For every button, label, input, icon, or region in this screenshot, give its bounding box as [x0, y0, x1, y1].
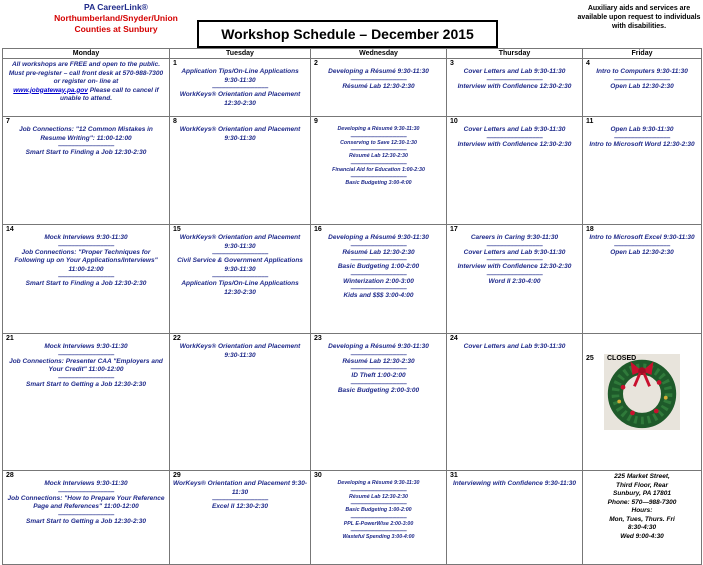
day-cell-inner	[311, 225, 446, 333]
day-cell	[583, 117, 702, 225]
day-cell	[583, 225, 702, 334]
workshop-event[interactable]: Basic Budgeting 1:00-2:00	[337, 263, 420, 270]
event-list	[170, 225, 310, 297]
day-number: 22	[173, 335, 181, 342]
day-number: 23	[314, 335, 322, 342]
aux-note: Auxiliary aids and services are available upon request to individuals with disabilities.	[577, 5, 701, 30]
day-number: 15	[173, 226, 181, 233]
workshop-event[interactable]: Kids and $$$ 3:00-4:00	[343, 292, 414, 299]
address-line: 8:30-4:30	[627, 524, 657, 531]
day-cell-inner	[170, 225, 310, 333]
registration-text: All workshops are FREE and open to the public. Must pre-register – call front desk at 570-988-7300	[8, 61, 164, 77]
address-line: Mon, Tues, Thurs. Fri	[609, 515, 675, 523]
event-list	[583, 117, 701, 149]
day-cell-inner	[311, 471, 446, 564]
day-number: 21	[6, 335, 14, 342]
event-separator: ------------------------------------------------	[614, 76, 670, 83]
address-line: Third Floor, Rear	[615, 481, 668, 489]
event-list	[170, 117, 310, 143]
address-line: Wed 9:00-4:30	[620, 532, 664, 540]
workshop-event[interactable]: Résumé Lab 12:30-2:30	[349, 153, 408, 159]
day-number: 2	[314, 60, 318, 67]
event-separator: ------------------------------------------------	[212, 85, 268, 91]
workshop-event[interactable]: Open Lab 9:30-11:30	[610, 126, 674, 133]
event-separator: ------------------------------------------------	[212, 274, 268, 280]
org-header	[36, 2, 196, 35]
event-list	[170, 59, 310, 108]
day-number: 10	[450, 118, 458, 125]
workshop-event[interactable]: Interviewing with Confidence 9:30-11:30	[452, 480, 577, 487]
day-cell	[170, 471, 311, 565]
event-separator: ------------------------------------------------	[350, 76, 407, 83]
day-cell-inner	[170, 117, 310, 224]
event-separator: ------------------------------------------------	[350, 286, 407, 292]
workshop-event[interactable]: Résumé Lab 12:30-2:30	[342, 357, 415, 365]
day-header-monday: Monday	[3, 49, 170, 59]
day-cell-inner	[3, 225, 169, 333]
jobgateway-link[interactable]: www.jobgateway.pa.gov	[13, 86, 88, 94]
day-number: 4	[586, 60, 590, 67]
day-header-tuesday: Tuesday	[170, 49, 311, 59]
event-list	[3, 334, 169, 389]
workshop-event[interactable]: Job Connections: "Proper Techniques for Following up on Your Applications/Interviews" 11:00-12:00	[14, 248, 158, 273]
workshop-event[interactable]: Basic Budgeting 1:00-2:00	[345, 507, 412, 513]
office-address	[583, 471, 701, 541]
event-separator: ------------------------------------------------	[350, 528, 407, 534]
event-list	[447, 59, 582, 91]
day-cell	[170, 59, 311, 117]
event-list	[311, 225, 446, 301]
workshop-event[interactable]: Cover Letters and Lab 9:30-11:30	[463, 248, 566, 256]
day-number: 8	[173, 118, 177, 125]
event-separator: ------------------------------------------------	[350, 133, 407, 140]
day-cell-inner	[3, 471, 169, 564]
week-row	[3, 117, 702, 225]
day-cell-inner	[170, 471, 310, 564]
workshop-event[interactable]: Mock Interviews 9:30-11:30	[44, 343, 128, 350]
day-cell-inner	[447, 334, 582, 450]
event-separator: ------------------------------------------------	[58, 374, 114, 381]
workshop-event[interactable]: Developing a Résumé 9:30-11:30	[328, 234, 429, 241]
day-cell	[3, 334, 170, 471]
calendar-table	[2, 48, 702, 565]
event-list	[447, 117, 582, 149]
event-separator: ------------------------------------------------	[58, 488, 114, 495]
day-cell	[447, 59, 583, 117]
workshop-event[interactable]: WorKeys® Orientation and Placement 9:30-11:30	[173, 480, 307, 496]
registration-link-line	[5, 87, 167, 104]
event-separator: ------------------------------------------------	[486, 134, 543, 141]
workshop-event[interactable]: Smart Start to Finding a Job 12:30-2:30	[25, 149, 147, 156]
event-list	[311, 334, 446, 395]
event-separator: ------------------------------------------------	[350, 351, 407, 358]
workshop-event[interactable]: Interview with Confidence 12:30-2:30	[457, 82, 572, 90]
day-cell-inner	[311, 334, 446, 450]
day-number: 16	[314, 226, 322, 233]
day-number: 18	[586, 226, 594, 233]
day-cell-inner	[170, 334, 310, 450]
event-separator: ------------------------------------------------	[58, 511, 114, 518]
workshop-event[interactable]: WorkKeys® Orientation and Placement 12:30-2:30	[179, 91, 301, 107]
workshop-event[interactable]: Conserving to Save 12:30-1:30	[340, 139, 417, 146]
day-cell	[311, 334, 447, 471]
day-cell-inner	[583, 59, 701, 116]
event-separator: ------------------------------------------------	[350, 380, 407, 387]
workshop-event[interactable]: Cover Letters and Lab 9:30-11:30	[463, 68, 566, 75]
workshop-event[interactable]: Developing a Résumé 9:30-11:30	[328, 68, 429, 75]
event-separator: ------------------------------------------------	[350, 174, 407, 180]
event-separator: ------------------------------------------------	[486, 242, 543, 249]
org-name: PA CareerLink®	[84, 2, 148, 12]
event-list	[583, 59, 701, 91]
workshop-event[interactable]: Job Connections: "How to Prepare Your Reference Page and References" 11:00-12:00	[7, 494, 165, 510]
event-list	[311, 59, 446, 91]
event-list	[170, 471, 310, 512]
day-cell	[311, 117, 447, 225]
week-row	[3, 334, 702, 471]
event-separator: ------------------------------------------------	[58, 242, 114, 249]
day-cell-inner	[447, 471, 582, 564]
day-cell-inner	[583, 117, 701, 224]
event-separator: ------------------------------------------------	[614, 242, 670, 249]
workshop-event[interactable]: Wasteful Spending 3:00-4:00	[342, 534, 415, 540]
day-cell	[311, 59, 447, 117]
day-number: 17	[450, 226, 458, 233]
event-separator: ------------------------------------------------	[58, 143, 114, 149]
event-separator: ------------------------------------------------	[350, 257, 407, 263]
event-separator: ------------------------------------------------	[350, 501, 407, 507]
workshop-event[interactable]: WorkKeys® Orientation and Placement 9:30-11:30	[179, 343, 301, 359]
event-separator: ------------------------------------------------	[350, 147, 407, 153]
address-line: Phone: 570—988-7300	[607, 498, 677, 506]
day-cell-inner	[311, 59, 446, 116]
day-number: 1	[173, 60, 177, 67]
day-cell	[3, 59, 170, 117]
event-list	[3, 225, 169, 289]
day-header-row	[3, 49, 702, 59]
event-separator: ------------------------------------------------	[212, 497, 268, 503]
day-number: 3	[450, 60, 454, 67]
day-cell-inner	[311, 117, 446, 224]
workshop-event[interactable]: Word II 2:30-4:00	[488, 277, 541, 285]
workshop-event[interactable]: Intro to Microsoft Excel 9:30-11:30	[589, 234, 695, 241]
event-separator: ------------------------------------------------	[614, 134, 670, 141]
event-separator: ------------------------------------------------	[350, 160, 407, 167]
day-cell	[447, 117, 583, 225]
workshop-event[interactable]: Mock Interviews 9:30-11:30	[44, 234, 128, 241]
day-number: 11	[586, 118, 594, 125]
week-row	[3, 225, 702, 334]
event-list	[3, 117, 169, 158]
week-row	[3, 471, 702, 565]
workshop-event[interactable]: Job Connections: "12 Common Mistakes in Resume Writing": 11:00-12:00	[19, 126, 153, 142]
workshop-event[interactable]: Careers in Caring 9:30-11:30	[470, 234, 559, 241]
workshop-event[interactable]: Interview with Confidence 12:30-2:30	[457, 140, 572, 148]
workshop-event[interactable]: Application Tips/On-Line Applications 9:30-11:30	[181, 68, 299, 84]
workshop-event[interactable]: Civil Service & Government Applications 9:30-11:30	[177, 257, 303, 273]
day-cell	[447, 471, 583, 565]
day-cell	[170, 117, 311, 225]
day-header-wednesday: Wednesday	[311, 49, 447, 59]
address-line: Sunbury, PA 17801	[613, 490, 671, 497]
event-list	[447, 471, 582, 489]
event-separator: ------------------------------------------------	[58, 274, 114, 280]
day-number: 24	[450, 335, 458, 342]
closed-label: CLOSED	[607, 355, 637, 362]
event-list	[311, 117, 446, 188]
workshop-event[interactable]: Open Lab 12:30-2:30	[610, 82, 674, 90]
day-cell-inner	[3, 117, 169, 224]
event-separator: ------------------------------------------------	[350, 271, 407, 278]
workshop-event[interactable]: Intro to Microsoft Word 12:30-2:30	[589, 140, 695, 148]
event-separator: ------------------------------------------------	[486, 76, 543, 83]
day-cell-inner	[583, 354, 701, 470]
day-cell	[311, 471, 447, 565]
workshop-event[interactable]: Smart Start to Getting a Job 12:30-2:30	[26, 380, 146, 388]
day-cell	[583, 59, 702, 117]
workshop-event[interactable]: Cover Letters and Lab 9:30-11:30	[463, 126, 566, 133]
event-list	[447, 334, 582, 352]
event-separator: ------------------------------------------------	[350, 487, 407, 494]
org-location: Counties at Sunbury	[74, 24, 158, 34]
workshop-event[interactable]: Basic Budgeting 3:00-4:00	[345, 180, 412, 186]
day-cell	[447, 334, 583, 471]
registration-online-text: or register on- line at	[53, 78, 119, 85]
day-number: 25	[586, 355, 594, 362]
christmas-wreath-icon	[604, 354, 680, 430]
event-separator: ------------------------------------------------	[486, 271, 543, 278]
workshop-event[interactable]: Developing a Résumé 9:30-11:30	[328, 343, 429, 350]
workshop-event[interactable]: Developing a Résumé 9:30-11:30	[337, 126, 420, 132]
workshop-event[interactable]: Résumé Lab 12:30-2:30	[349, 493, 408, 500]
day-number: 30	[314, 472, 322, 479]
day-cell	[170, 225, 311, 334]
event-list	[170, 334, 310, 360]
workshop-event[interactable]: Winterization 2:00-3:00	[343, 277, 414, 285]
day-number: 31	[450, 472, 458, 479]
registration-note	[3, 59, 169, 104]
day-cell-inner	[3, 334, 169, 450]
workshop-event[interactable]: Excel II 12:30-2:30	[211, 503, 268, 510]
event-list	[3, 471, 169, 526]
day-number: 7	[6, 118, 10, 125]
day-cell	[3, 471, 170, 565]
day-cell-inner	[583, 471, 701, 564]
day-number: 9	[314, 118, 318, 125]
event-list	[583, 225, 701, 257]
workshop-event[interactable]: Developing a Résumé 9:30-11:30	[337, 480, 420, 486]
week-row	[3, 59, 702, 117]
day-cell	[170, 334, 311, 471]
event-separator: ------------------------------------------------	[350, 366, 407, 372]
event-separator: ------------------------------------------------	[350, 514, 407, 521]
workshop-event[interactable]: Application Tips/On-Line Applications 12:30-2:30	[181, 280, 299, 296]
day-number: 28	[6, 472, 14, 479]
day-cell-inner	[447, 117, 582, 224]
workshop-event[interactable]: Cover Letters and Lab 9:30-11:30	[463, 343, 566, 350]
event-separator: ------------------------------------------------	[58, 351, 114, 358]
day-cell-inner	[170, 59, 310, 116]
day-cell	[583, 334, 702, 471]
workshop-event[interactable]: Job Connections: Presenter CAA "Employers and Your Credit" 11:00-12:00	[9, 357, 163, 373]
day-cell	[3, 117, 170, 225]
workshop-event[interactable]: Financial Aid for Education 1:00-2:30	[332, 166, 425, 173]
event-list	[311, 471, 446, 542]
workshop-event[interactable]: Résumé Lab 12:30-2:30	[342, 82, 415, 90]
event-separator: ------------------------------------------------	[486, 257, 543, 263]
workshop-event[interactable]: WorkKeys® Orientation and Placement 9:30-11:30	[179, 234, 301, 250]
event-separator: ------------------------------------------------	[212, 251, 268, 257]
workshop-event[interactable]: Smart Start to Finding a Job 12:30-2:30	[25, 280, 147, 287]
event-list	[447, 225, 582, 286]
workshop-event[interactable]: Résumé Lab 12:30-2:30	[342, 248, 415, 256]
workshop-event[interactable]: Smart Start to Getting a Job 12:30-2:30	[26, 517, 146, 525]
day-cell	[3, 225, 170, 334]
org-region: Northumberland/Snyder/Union	[54, 13, 178, 23]
page-title: Workshop Schedule – December 2015	[197, 20, 498, 48]
workshop-event[interactable]: WorkKeys® Orientation and Placement 9:30-11:30	[179, 126, 301, 142]
day-number: 29	[173, 472, 181, 479]
day-header-thursday: Thursday	[447, 49, 583, 59]
day-cell	[311, 225, 447, 334]
day-cell-inner	[583, 225, 701, 333]
day-cell-inner	[447, 225, 582, 333]
day-cell	[583, 471, 702, 565]
event-separator: ------------------------------------------------	[350, 242, 407, 249]
day-cell-inner	[3, 59, 169, 116]
workshop-event[interactable]: PPL E-PowerWise 2:00-3:00	[343, 520, 414, 527]
workshop-event[interactable]: Basic Budgeting 2:00-3:00	[337, 386, 420, 394]
day-cell	[447, 225, 583, 334]
day-number: 14	[6, 226, 14, 233]
address-line: 225 Market Street,	[614, 473, 670, 480]
workshop-event[interactable]: Open Lab 12:30-2:30	[610, 248, 674, 256]
address-line: Hours:	[631, 507, 653, 514]
day-cell-inner	[447, 59, 582, 116]
workshop-event[interactable]: Intro to Computers 9:30-11:30	[596, 68, 688, 75]
workshop-event[interactable]: Mock Interviews 9:30-11:30	[44, 480, 128, 487]
day-header-friday: Friday	[583, 49, 702, 59]
workshop-event[interactable]: Interview with Confidence 12:30-2:30	[457, 263, 572, 270]
cancel-note: Please call to cancel if unable to attend.	[60, 86, 159, 102]
workshop-event[interactable]: ID Theft 1:00-2:00	[351, 372, 406, 379]
